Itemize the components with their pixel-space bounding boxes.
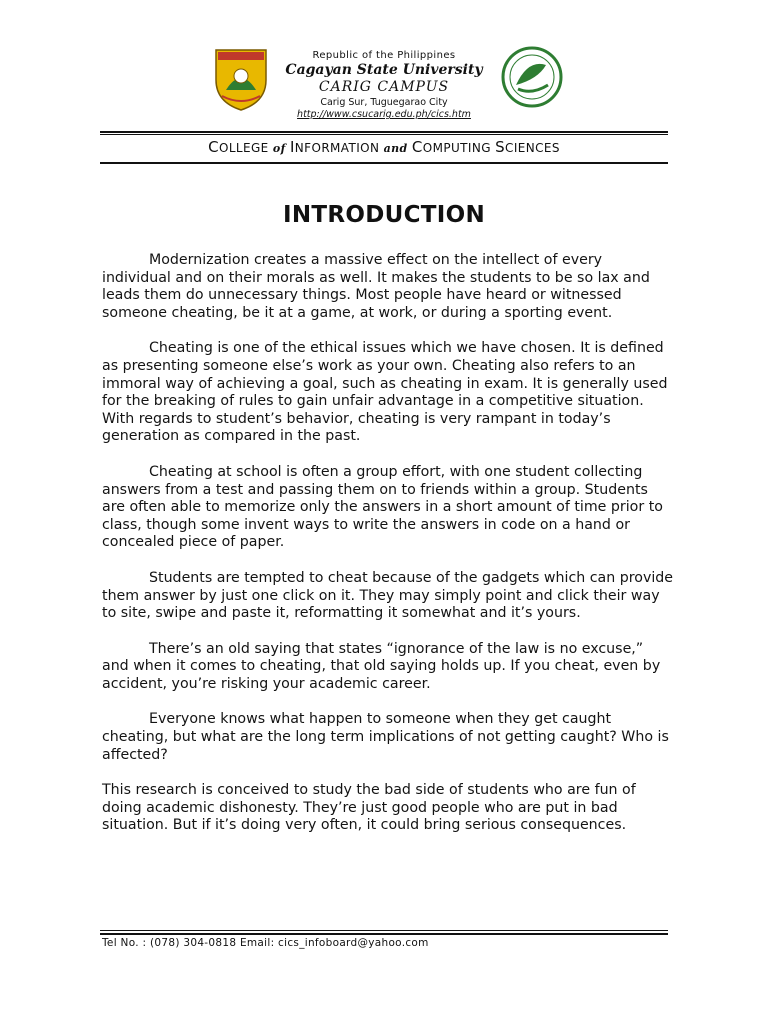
footer-divider-thin bbox=[100, 930, 668, 931]
footer-divider bbox=[100, 933, 668, 935]
college-name: COLLEGE of INFORMATION and COMPUTING SCIENCES bbox=[208, 138, 560, 156]
header-text-block bbox=[250, 50, 518, 120]
university-name: Cagayan State University bbox=[285, 62, 483, 78]
header-divider-thin bbox=[100, 134, 668, 135]
paragraph: Students are tempted to cheat because of the gadgets which can provide them answer by just one click on it. They may simply point and click their way to site, swipe and paste it, reformatting it somewhat and it’s yours. bbox=[102, 569, 674, 622]
page-title: INTRODUCTION bbox=[282, 202, 486, 228]
campus-name: CARIG CAMPUS bbox=[318, 79, 450, 95]
footer-contact: Tel No. : (078) 304-0818 Email: cics_infoboard@yahoo.com bbox=[102, 937, 429, 949]
document-header bbox=[0, 40, 768, 130]
website-link[interactable]: http://www.csucarig.edu.ph/cics.htm bbox=[297, 109, 471, 120]
paragraph: Everyone knows what happen to someone when they get caught cheating, but what are the long term implications of not getting caught? Who is affected? bbox=[102, 711, 669, 763]
paragraph: There’s an old saying that states “ignorance of the law is no excuse,” and when it comes to cheating, that old saying holds up. If you cheat, even by accident, you’re risking your academic career. bbox=[102, 640, 661, 692]
header-divider bbox=[100, 131, 668, 133]
paragraph: Modernization creates a massive effect on the intellect of every individual and on their morals as well. It makes the students to be so lax and leads them do unnecessary things. Most people have heard or witnessed someone cheating, be it at a game, at work, or during a sporting event. bbox=[102, 252, 650, 321]
republic-line: Republic of the Philippines bbox=[312, 50, 456, 61]
document-body bbox=[102, 252, 674, 853]
college-seal-icon bbox=[498, 45, 566, 109]
paragraph: This research is conceived to study the bad side of students who are fun of doing academic dishonesty. They’re just good people who are put in bad situation. But if it’s doing very often, it could bring serious consequences. bbox=[102, 782, 636, 834]
paragraph: Cheating at school is often a group effort, with one student collecting answers from a test and passing them on to friends within a group. Students are often able to memorize only the answers in a short amount of time prior to class, though some invent ways to write the answers in code on a hand or concealed piece of paper. bbox=[102, 463, 663, 551]
campus-address: Carig Sur, Tuguegarao City bbox=[320, 97, 448, 108]
paragraph: Cheating is one of the ethical issues which we have chosen. It is defined as presenting someone else’s work as your own. Cheating also refers to an immoral way of achieving a goal, such as cheating in exam. It is generally used for the breaking of rules to gain unfair advantage in a competitive situation. With regards to student’s behavior, cheating is very rampant in today’s generation as compared in the past. bbox=[102, 340, 668, 445]
college-divider bbox=[100, 162, 668, 164]
